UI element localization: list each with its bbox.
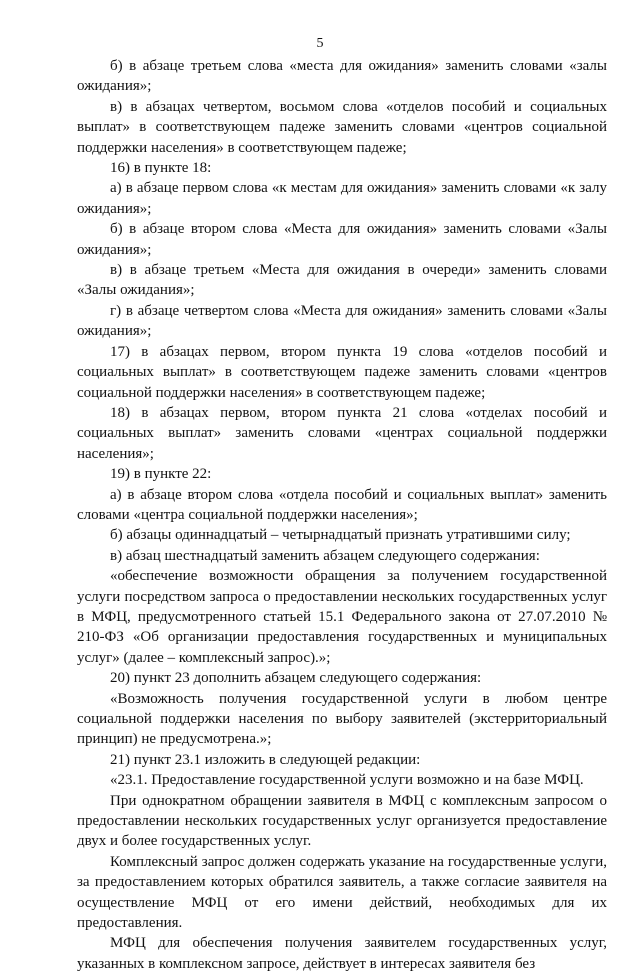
paragraph: 16) в пункте 18:	[110, 160, 212, 177]
paragraph: в) в абзацах четвертом, восьмом слова «отделов пособий и социальных выплат» в соответствующем падеже заменить словами «центров социальной поддержки населения» в соответствующем падеже;	[77, 98, 607, 156]
paragraph: Комплексный запрос должен содержать указание на государственные услуги, за предоставлением которых обратился заявитель, а также согласие заявителя на осуществление МФЦ от его имени действий, необходимых для их предоставления.	[77, 853, 607, 932]
paragraph: «обеспечение возможности обращения за получением государственной услуги посредством запроса о предоставлении нескольких государственных услуг в МФЦ, предусмотренного статьей 15.1 Федерального закона от 27.07.2010 № 210-ФЗ «Об организации предоставления государственных и муниципальных услуг» (далее – комплексный запрос).»;	[77, 568, 607, 666]
paragraph: б) в абзаце втором слова «Места для ожидания» заменить словами «Залы ожидания»;	[77, 221, 607, 258]
paragraph: 21) пункт 23.1 изложить в следующей редакции:	[110, 751, 421, 768]
paragraph: При однократном обращении заявителя в МФЦ с комплексным запросом о предоставлении нескольких государственных услуг организуется предоставление двух и более государственных услуг.	[77, 792, 607, 850]
paragraph: 17) в абзацах первом, втором пункта 19 слова «отделов пособий и социальных выплат» в соответствующем падеже заменить словами «центров социальной поддержки населения» в соответствующем падеже;	[77, 343, 607, 401]
paragraph: «23.1. Предоставление государственной услуги возможно и на базе МФЦ.	[110, 772, 584, 789]
paragraph: б) абзацы одиннадцатый – четырнадцатый признать утратившими силу;	[110, 527, 571, 544]
paragraph: МФЦ для обеспечения получения заявителем государственных услуг, указанных в комплексном запросе, действует в интересах заявителя без	[77, 935, 607, 972]
paragraph: 20) пункт 23 дополнить абзацем следующего содержания:	[110, 670, 482, 687]
paragraph: в) абзац шестнадцатый заменить абзацем следующего содержания:	[110, 547, 540, 564]
paragraph: а) в абзаце втором слова «отдела пособий и социальных выплат» заменить словами «центра социальной поддержки населения»;	[77, 486, 607, 523]
paragraph: в) в абзаце третьем «Места для ожидания в очереди» заменить словами «Залы ожидания»;	[77, 262, 607, 299]
paragraph: 19) в пункте 22:	[110, 466, 212, 483]
page-number: 5	[316, 36, 324, 51]
document-body	[77, 56, 607, 974]
paragraph: а) в абзаце первом слова «к местам для ожидания» заменить словами «к залу ожидания»;	[77, 180, 607, 217]
paragraph: б) в абзаце третьем слова «места для ожидания» заменить словами «залы ожидания»;	[77, 58, 607, 95]
paragraph: 18) в абзацах первом, втором пункта 21 слова «отделах пособий и социальных выплат» заменить словами «центрах социальной поддержки населения»;	[77, 404, 607, 462]
paragraph: «Возможность получения государственной услуги в любом центре социальной поддержки населения по выбору заявителей (экстерриториальный принцип) не предусмотрена.»;	[77, 690, 607, 748]
paragraph: г) в абзаце четвертом слова «Места для ожидания» заменить словами «Залы ожидания»;	[77, 302, 607, 340]
